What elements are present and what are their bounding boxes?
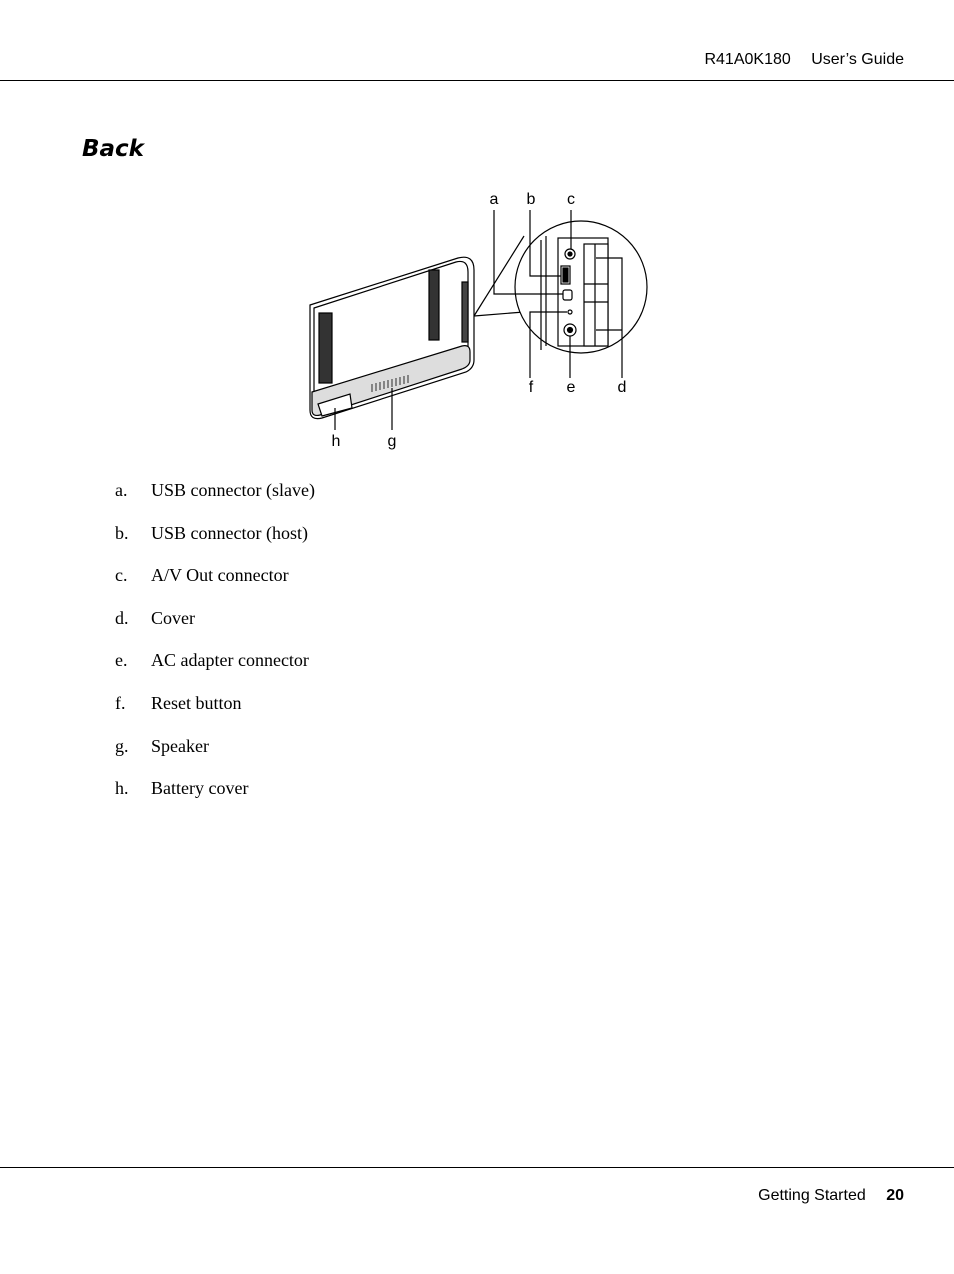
callout-f: f: [528, 379, 534, 396]
callout-g: g: [387, 433, 397, 450]
list-label: Speaker: [151, 735, 209, 756]
callout-b: b: [526, 191, 536, 208]
list-marker: c.: [115, 565, 128, 586]
list-marker: h.: [115, 778, 129, 799]
list-item: [0, 693, 600, 736]
list-marker: a.: [115, 480, 128, 500]
list-item: [0, 608, 600, 651]
port-cover: [584, 244, 608, 346]
page-number: 20: [886, 1187, 904, 1204]
device-back-figure: [300, 180, 660, 455]
footer-section-name: Getting Started: [758, 1187, 866, 1204]
callout-e: e: [566, 379, 576, 396]
list-marker: e.: [115, 650, 128, 671]
list-marker: f.: [115, 692, 126, 713]
list-label: USB connector (host): [151, 522, 308, 543]
header-divider: [0, 80, 954, 81]
section-title: Back: [82, 136, 144, 162]
page-footer: [758, 1187, 904, 1205]
left-grip: [319, 313, 332, 383]
list-marker: g.: [115, 735, 129, 756]
footer-divider: [0, 1167, 954, 1168]
list-item: [0, 565, 600, 608]
list-label: Cover: [151, 607, 195, 628]
doc-code: R41A0K180: [704, 51, 791, 68]
list-item: [0, 778, 600, 821]
callout-h: h: [331, 433, 341, 450]
list-item: [0, 523, 600, 566]
list-label: A/V Out connector: [151, 565, 289, 586]
guide-title: User’s Guide: [811, 51, 904, 68]
list-label: AC adapter connector: [151, 650, 309, 671]
list-label: USB connector (slave): [151, 480, 315, 500]
list-item: [0, 650, 600, 693]
parts-list: [0, 480, 600, 821]
page-header: [704, 51, 904, 69]
callout-d: d: [617, 379, 627, 396]
list-label: Reset button: [151, 692, 242, 713]
list-marker: d.: [115, 607, 129, 628]
list-marker: b.: [115, 522, 129, 543]
list-label: Battery cover: [151, 778, 249, 799]
list-item: [0, 480, 600, 523]
right-grip: [429, 270, 439, 340]
list-item: [0, 736, 600, 779]
callout-a: a: [489, 191, 499, 208]
callout-c: c: [567, 191, 575, 208]
